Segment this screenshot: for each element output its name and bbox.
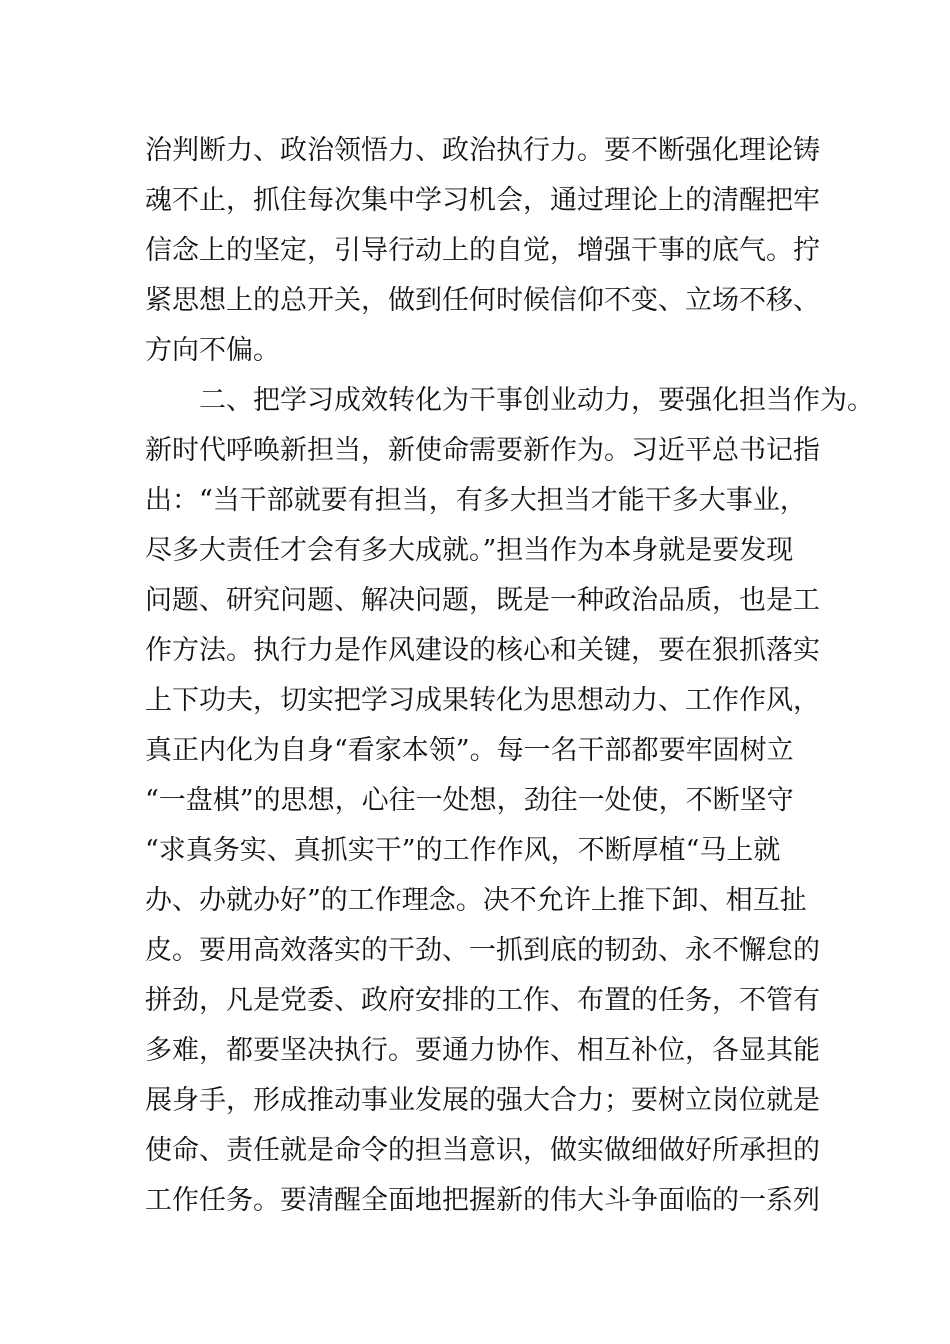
text-line: 信念上的坚定，引导行动上的自觉，增强干事的底气。拧 <box>145 235 820 266</box>
text-line: 使命、责任就是命令的担当意识，做实做细做好所承担的 <box>145 1135 820 1166</box>
section-heading-line: 二、把学习成效转化为干事创业动力，要强化担当作为。 <box>199 385 874 416</box>
text-line: 问题、研究问题、解决问题，既是一种政治品质，也是工 <box>145 585 820 616</box>
body-text <box>145 126 874 1226</box>
text-line: 皮。要用高效落实的干劲、一抓到底的韧劲、永不懈怠的 <box>145 935 820 966</box>
text-line: 新时代呼唤新担当，新使命需要新作为。习近平总书记指 <box>145 435 820 466</box>
text-line: 治判断力、政治领悟力、政治执行力。要不断强化理论铸 <box>145 135 820 166</box>
text-line: 魂不止，抓住每次集中学习机会，通过理论上的清醒把牢 <box>145 185 820 216</box>
text-line: 多难，都要坚决执行。要通力协作、相互补位，各显其能 <box>145 1035 820 1066</box>
text-line: “一盘棋”的思想，心往一处想，劲往一处使，不断坚守 <box>145 785 794 816</box>
text-line: 办、办就办好”的工作理念。决不允许上推下卸、相互扯 <box>145 885 807 916</box>
text-line: 方向不偏。 <box>145 335 280 366</box>
text-line: 紧思想上的总开关，做到任何时候信仰不变、立场不移、 <box>145 285 820 316</box>
text-line: 工作任务。要清醒全面地把握新的伟大斗争面临的一系列 <box>145 1185 820 1216</box>
text-line: 作方法。执行力是作风建设的核心和关键，要在狠抓落实 <box>145 635 820 666</box>
text-line: 拼劲，凡是党委、政府安排的工作、布置的任务，不管有 <box>145 985 820 1016</box>
text-line: 真正内化为自身“看家本领”。每一名干部都要牢固树立 <box>145 735 794 766</box>
text-line: 展身手，形成推动事业发展的强大合力；要树立岗位就是 <box>145 1085 820 1116</box>
text-line: “求真务实、真抓实干”的工作作风，不断厚植“马上就 <box>145 835 781 866</box>
text-line: 尽多大责任才会有多大成就。”担当作为本身就是要发现 <box>145 535 794 566</box>
text-line: 出：“当干部就要有担当，有多大担当才能干多大事业， <box>145 485 807 516</box>
text-line: 上下功夫，切实把学习成果转化为思想动力、工作作风， <box>145 685 820 716</box>
